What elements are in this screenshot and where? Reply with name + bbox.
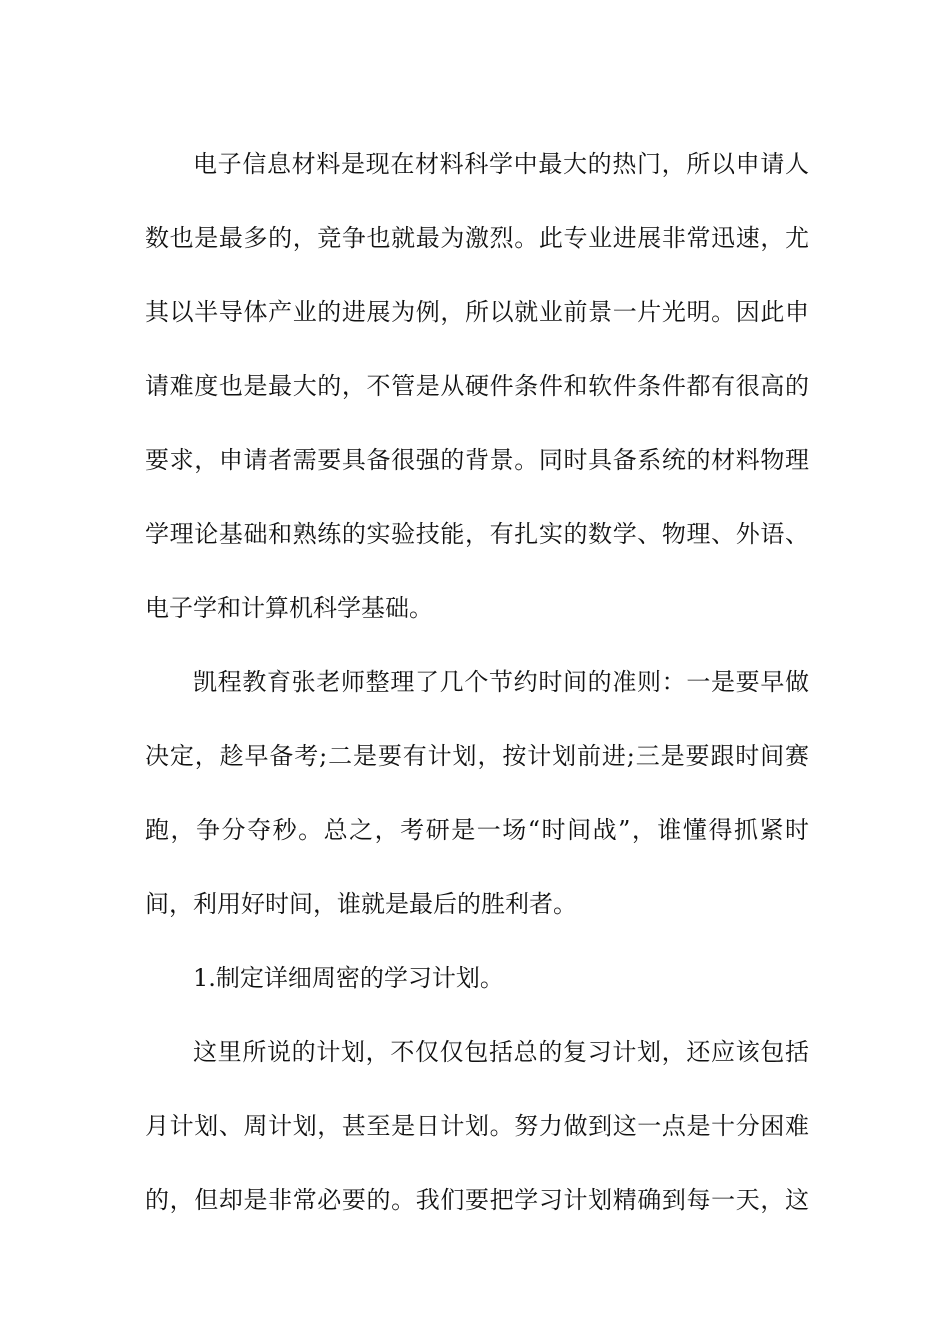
text-line: 请难度也是最大的，不管是从硬件条件和软件条件都有很高的 [145, 372, 809, 400]
text-line: 决定，趁早备考;二是要有计划，按计划前进;三是要跟时间赛 [145, 742, 809, 770]
document-body [145, 127, 809, 1237]
paragraph-plan-detail [145, 1015, 809, 1237]
text-line: 月计划、周计划，甚至是日计划。努力做到这一点是十分困难 [145, 1112, 809, 1140]
text-line: 其以半导体产业的进展为例，所以就业前景一片光明。因此申 [145, 298, 809, 326]
text-line: 凯程教育张老师整理了几个节约时间的准则：一是要早做 [193, 668, 809, 696]
text-line: 电子信息材料是现在材料科学中最大的热门，所以申请人 [193, 150, 809, 178]
text-line: 要求，申请者需要具备很强的背景。同时具备系统的材料物理 [145, 446, 809, 474]
text-line: 的，但却是非常必要的。我们要把学习计划精确到每一天，这 [145, 1186, 809, 1214]
text-line: 数也是最多的，竞争也就最为激烈。此专业进展非常迅速，尤 [145, 224, 809, 252]
text-line: 间，利用好时间，谁就是最后的胜利者。 [145, 890, 577, 918]
section-heading: 1.制定详细周密的学习计划。 [193, 964, 504, 992]
text-line: 跑，争分夺秒。总之，考研是一场“时间战”，谁懂得抓紧时 [145, 816, 809, 844]
paragraph-time-rules [145, 645, 809, 941]
text-line: 这里所说的计划，不仅仅包括总的复习计划，还应该包括 [193, 1038, 809, 1066]
text-line: 学理论基础和熟练的实验技能，有扎实的数学、物理、外语、 [145, 520, 809, 548]
text-line: 电子学和计算机科学基础。 [145, 594, 433, 622]
paragraph-heading-study-plan [145, 941, 809, 1015]
paragraph-materials [145, 127, 809, 645]
